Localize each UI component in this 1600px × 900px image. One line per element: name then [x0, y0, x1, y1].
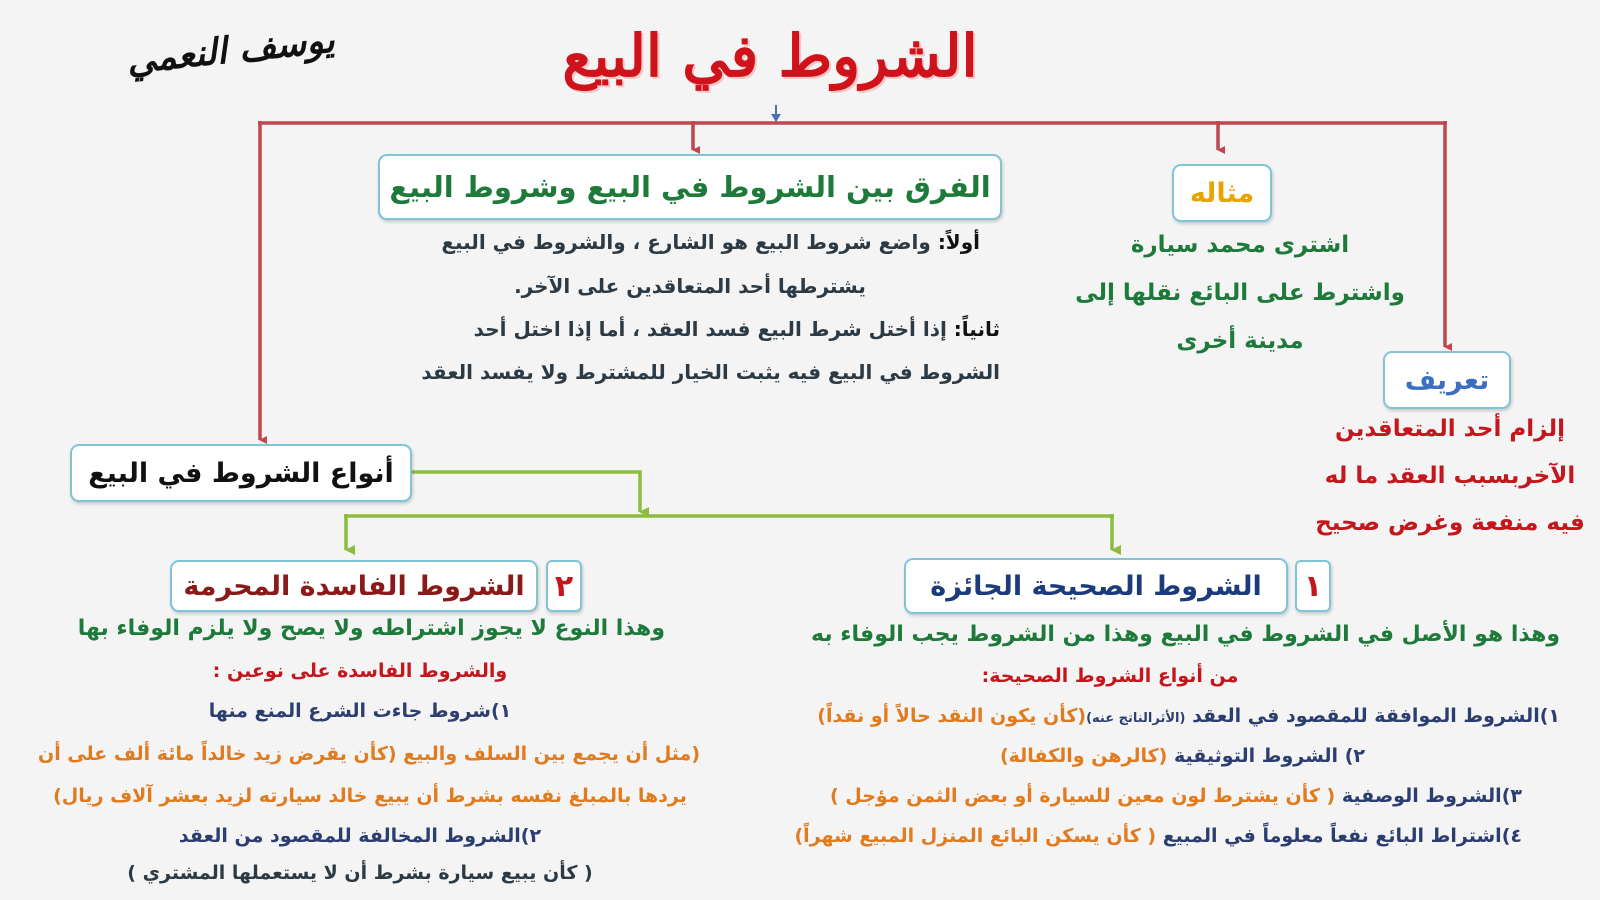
difference-title: الفرق بين الشروط في البيع وشروط البيع [389, 170, 991, 204]
example-line-1: اشترى محمد سيارة [1130, 232, 1350, 258]
difference-title-box [378, 154, 1002, 220]
difference-second-line2: الشروط في البيع فيه يثبت الخيار للمشترط ولا يفسد العقد [421, 360, 1000, 384]
valid-item-2-example: (كالرهن والكفالة) [999, 745, 1168, 767]
difference-first-line2: يشترطها أحد المتعاقدين على الآخر. [514, 274, 866, 298]
valid-item-3-number: ٣) [1501, 785, 1522, 807]
valid-description: وهذا هو الأصل في الشروط في البيع وهذا من الشروط يجب الوفاء به [811, 622, 1560, 647]
valid-item-4-number: ٤) [1501, 825, 1522, 847]
invalid-title: الشروط الفاسدة المحرمة [183, 570, 525, 602]
difference-second-line1 [474, 317, 1000, 341]
invalid-description: وهذا النوع لا يجوز اشتراطه ولا يصح ولا يلزم الوفاء بها [77, 616, 665, 641]
valid-item-1-note: (الأثرالناتج عنه) [1086, 711, 1186, 726]
types-title: أنواع الشروط في البيع [88, 457, 394, 489]
definition-line-3: فيه منفعة وغرض صحيح [1315, 510, 1585, 536]
invalid-number: ٢ [554, 568, 574, 604]
difference-second-label: ثانياً: [953, 317, 1000, 341]
example-line-3: مدينة أخرى [1176, 328, 1304, 354]
valid-item-3-text: الشروط الوصفية [1341, 785, 1502, 807]
invalid-example-1-line1: (مثل أن يجمع بين السلف والبيع (كأن يقرض زيد خالداً مائة ألف على أن [37, 743, 700, 765]
invalid-item-2: ٢)الشروط المخالفة للمقصود من العقد [178, 825, 542, 847]
valid-item-1-example: (كأن يكون النقد حالاً أو نقداً) [817, 705, 1087, 727]
definition-title: تعريف [1404, 364, 1490, 396]
valid-item-2-number: ٢) [1344, 745, 1365, 767]
valid-item-4-example: ( كأن يسكن البائع المنزل المبيع شهراً) [794, 825, 1157, 847]
valid-number-box [1295, 560, 1331, 612]
valid-item-3-example: ( كأن يشترط لون معين للسيارة أو بعض الثمن مؤجل ) [829, 785, 1336, 807]
definition-line-1: إلزام أحد المتعاقدين [1335, 416, 1565, 442]
difference-second-text1: إذا أختل شرط البيع فسد العقد ، أما إذا اختل أحد [473, 317, 947, 341]
definition-line-2: الآخربسبب العقد ما له [1324, 463, 1576, 489]
valid-item-2 [1000, 745, 1365, 767]
page-title: الشروط في البيع [562, 22, 978, 90]
valid-item-4 [794, 825, 1522, 847]
definition-title-box [1383, 351, 1511, 409]
invalid-subheading: والشروط الفاسدة على نوعين : [212, 660, 508, 682]
valid-item-3 [830, 785, 1522, 807]
valid-item-1-text: الشروط الموافقة للمقصود في العقد [1192, 705, 1540, 727]
valid-subheading: من أنواع الشروط الصحيحة: [981, 665, 1239, 687]
types-title-box [70, 444, 412, 502]
difference-first-label: أولاً: [937, 230, 980, 254]
difference-first-text1: واضع شروط البيع هو الشارع ، والشروط في البيع [441, 230, 931, 254]
example-line-2: واشترط على البائع نقلها إلى [1075, 280, 1405, 306]
invalid-example-2: ( كأن يبيع سيارة بشرط أن لا يستعملها المشتري ) [127, 862, 593, 884]
arrow-types-down [410, 472, 640, 512]
signature: يوسف النعمي [124, 18, 337, 83]
invalid-example-1-line2: يردها بالمبلغ نفسه بشرط أن يبيع خالد سيارته لزيد بعشر آلاف ريال) [53, 785, 687, 807]
valid-item-4-text: اشتراط البائع نفعاً معلوماً في المبيع [1162, 825, 1502, 847]
invalid-title-box [170, 560, 538, 612]
title-stub-arrowhead [771, 114, 781, 122]
example-title-box [1172, 164, 1272, 222]
valid-number: ١ [1303, 568, 1323, 604]
invalid-item-1: ١)شروط جاءت الشرع المنع منها [208, 700, 512, 722]
valid-title-box [904, 558, 1288, 614]
invalid-number-box [546, 560, 582, 612]
difference-first-line1 [441, 230, 980, 254]
example-title: مثاله [1189, 177, 1255, 209]
valid-title: الشروط الصحيحة الجائزة [930, 570, 1262, 602]
valid-item-1 [817, 705, 1560, 727]
valid-item-1-number: ١) [1539, 705, 1560, 727]
valid-item-2-text: الشروط التوثيقية [1173, 745, 1339, 767]
